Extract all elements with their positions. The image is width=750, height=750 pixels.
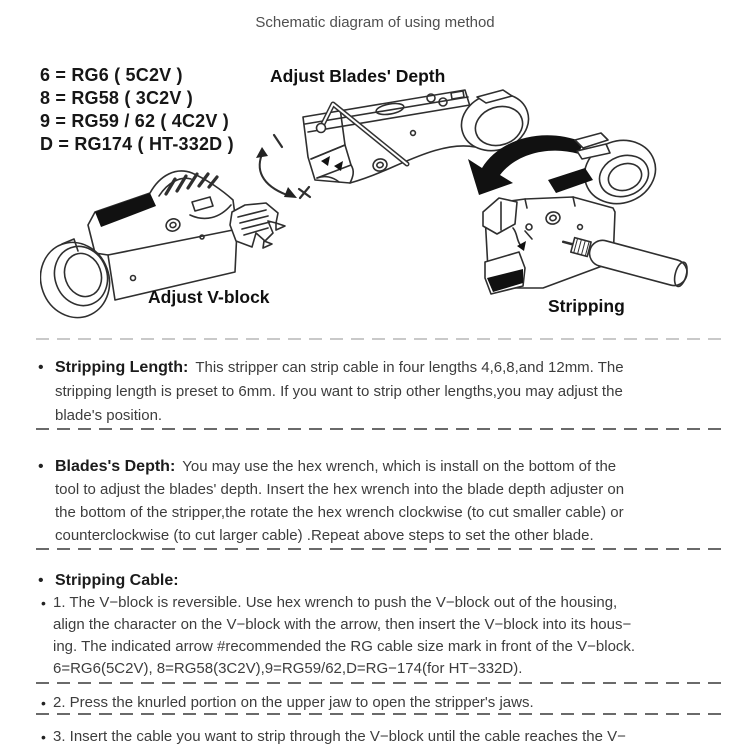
section-text: tool to adjust the blades' depth. Insert the hex wrench into the blade depth adjuster on — [55, 481, 625, 498]
section-text: You may use the hex wrench, which is install on the bottom of the — [182, 458, 617, 475]
section-text: blade's position. — [55, 407, 163, 424]
label-stripping: Stripping — [548, 296, 625, 316]
section-heading: Stripping Length: — [55, 359, 189, 376]
section-blades-depth — [0, 455, 750, 547]
step-text: 3. Insert the cable you want to strip through the V−block until the cable reaches the V− — [53, 728, 626, 745]
bullet: • — [41, 729, 46, 745]
label-adjust-v-block: Adjust V-block — [148, 287, 270, 307]
dashed-divider — [36, 338, 724, 340]
legend-line-3: 9 = RG59 / 62 ( 4C2V ) — [40, 111, 229, 131]
bullet: • — [38, 572, 44, 589]
step-text: align the character on the V−block with the arrow, then insert the V−block into its hous− — [53, 616, 632, 634]
label-adjust-blades-depth: Adjust Blades' Depth — [270, 66, 446, 86]
section-heading: Stripping Cable: — [55, 572, 179, 589]
page-title: Schematic diagram of using method — [255, 14, 495, 31]
section-text: the bottom of the stripper,the rotate the hex wrench clockwise (to cut smaller cable) or — [55, 504, 624, 521]
section-heading: Blades's Depth: — [55, 458, 176, 475]
stripping-tool-drawing — [455, 128, 750, 303]
dashed-divider — [36, 713, 724, 715]
step-text: 1. The V−block is reversible. Use hex wrench to push the V−block out of the housing, — [53, 594, 618, 612]
dashed-divider — [36, 682, 724, 684]
section-text: This stripper can strip cable in four lengths 4,6,8,and 12mm. The — [195, 359, 624, 376]
bullet: • — [41, 695, 46, 711]
bullet: • — [38, 458, 44, 475]
v-block-part — [230, 203, 278, 247]
dashed-divider — [36, 548, 724, 550]
cable-size-legend — [40, 64, 234, 156]
section-text: stripping length is preset to 6mm. If you want to strip other lengths,you may adjust the — [55, 383, 623, 400]
legend-line-1: 6 = RG6 ( 5C2V ) — [40, 65, 183, 85]
step-1 — [0, 592, 750, 680]
section-stripping-cable — [0, 570, 750, 680]
step-3 — [0, 726, 750, 748]
plus-mark — [299, 187, 310, 198]
step-text: 2. Press the knurled portion on the upper jaw to open the stripper's jaws. — [53, 694, 534, 711]
bullet: • — [41, 595, 46, 612]
minus-tick-mark — [274, 135, 282, 147]
section-stripping-length — [0, 356, 750, 428]
step-text: 6=RG6(5C2V), 8=RG58(3C2V),9=RG59/62,D=RG−174(for HT−332D). — [53, 660, 523, 678]
bullet: • — [38, 359, 44, 376]
legend-line-4: D = RG174 ( HT-332D ) — [40, 134, 234, 154]
section-text: counterclockwise (to cut larger cable) .Repeat above steps to set the other blade. — [55, 527, 594, 544]
step-text: ing. The indicated arrow #recommended the RG cable size mark in front of the V−block. — [53, 638, 636, 656]
legend-line-2: 8 = RG58 ( 3C2V ) — [40, 88, 193, 108]
step-2 — [0, 692, 750, 714]
dashed-divider — [36, 428, 724, 430]
